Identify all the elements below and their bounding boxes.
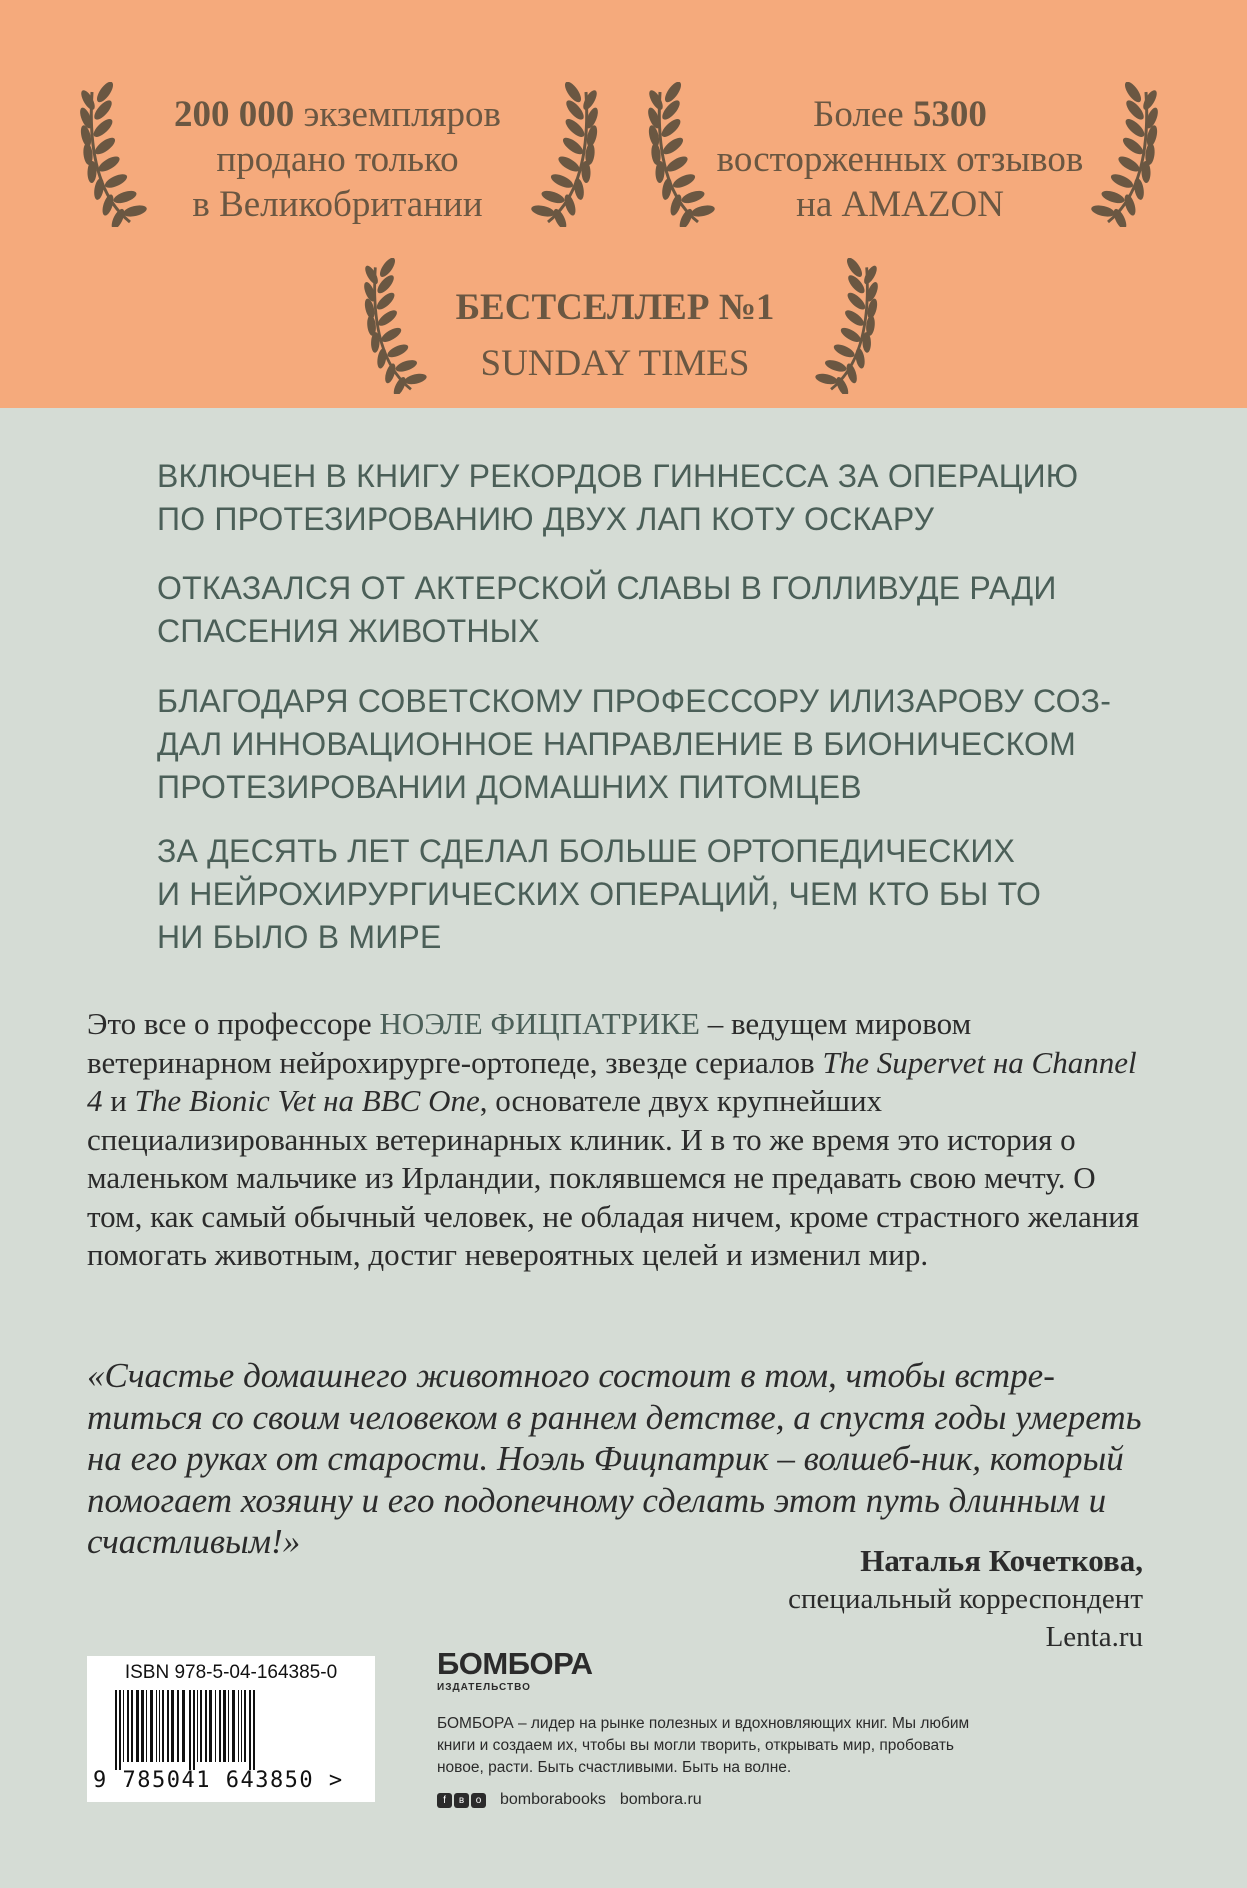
quote-attribution bbox=[788, 1542, 1143, 1656]
laurel-left-icon bbox=[78, 82, 148, 227]
laurel-right-icon bbox=[530, 82, 600, 227]
laurel-right-icon bbox=[814, 258, 880, 394]
book-description: Это все о профессоре НОЭЛЕ ФИЦПАТРИКЕ – ведущем мировом ветеринарном нейрохирурге-ортопеде, звезде сериалов The Supervet на Channel 4 и The Bionic Vet на BBC One, основателе двух крупнейших специализированных ветеринарных клиник. И в то же время это история о маленьком мальчике из Ирландии, поклявшемся не предавать свою мечту. О том, как самый обычный человек, не обладая ничем, кроме страстного желания помогать животным, достиг невероятных целей и изменил мир. bbox=[87, 1006, 1140, 1272]
award-copies-sold: 200 000 экземпляров продано только в Великобритании bbox=[173, 94, 502, 225]
barcode-box bbox=[87, 1656, 375, 1802]
award-amazon-reviews: Более 5300 восторженных отзывов на AMAZON bbox=[716, 94, 1084, 225]
award-bestseller: БЕСТСЕЛЛЕР №1 SUNDAY TIMES bbox=[455, 287, 775, 384]
publisher-sub: ИЗДАТЕЛЬСТВО bbox=[437, 1682, 531, 1693]
author-name: НОЭЛЕ ФИЦПАТРИКЕ bbox=[379, 1006, 700, 1041]
social-icons bbox=[437, 1793, 486, 1808]
publisher-text: БОМБОРА – лидер на рынке полезных и вдохновляющих книг. Мы любим книги и создаем их, чтобы вы могли творить, открывать мир, пробовать новое, расти. Быть счастливыми. Быть на волне. bbox=[437, 1715, 970, 1776]
quote-outlet: Lenta.ru bbox=[1045, 1621, 1143, 1653]
quote-author: Наталья Кочеткова, bbox=[860, 1543, 1143, 1578]
fact-ilizarov: БЛАГОДАРЯ СОВЕТСКОМУ ПРОФЕССОРУ ИЛИЗАРОВУ СОЗ- ДАЛ ИННОВАЦИОННОЕ НАПРАВЛЕНИЕ В БИОНИЧЕСКОМ ПРОТЕЗИРОВАНИИ ДОМАШНИХ ПИТОМЦЕВ bbox=[157, 683, 1112, 805]
fact-operations: ЗА ДЕСЯТЬ ЛЕТ СДЕЛАЛ БОЛЬШЕ ОРТОПЕДИЧЕСКИХ И НЕЙРОХИРУРГИЧЕСКИХ ОПЕРАЦИЙ, ЧЕМ КТО БЫ ТО НИ БЫЛО В МИРЕ bbox=[157, 833, 1042, 955]
top-banner bbox=[0, 0, 1247, 408]
fact-guinness: ВКЛЮЧЕН В КНИГУ РЕКОРДОВ ГИННЕССА ЗА ОПЕРАЦИЮ ПО ПРОТЕЗИРОВАНИЮ ДВУХ ЛАП КОТУ ОСКАРУ bbox=[157, 458, 1079, 537]
facebook-icon: f bbox=[437, 1793, 452, 1808]
publisher-logo: БОМБОРА bbox=[437, 1646, 593, 1681]
barcode-digits: 9 785041 643850 > bbox=[93, 1768, 344, 1793]
laurel-right-icon bbox=[1090, 82, 1160, 227]
social-handle: bomborabooks bbox=[500, 1791, 606, 1808]
publisher-site: bombora.ru bbox=[619, 1791, 702, 1808]
publisher-contacts bbox=[437, 1791, 997, 1809]
isbn-label: ISBN 978-5-04-164385-0 bbox=[124, 1662, 338, 1683]
publisher-block bbox=[437, 1648, 997, 1809]
fact-hollywood: ОТКАЗАЛСЯ ОТ АКТЕРСКОЙ СЛАВЫ В ГОЛЛИВУДЕ РАДИ СПАСЕНИЯ ЖИВОТНЫХ bbox=[157, 570, 1057, 649]
vk-icon: в bbox=[454, 1793, 469, 1808]
review-quote: «Счастье домашнего животного состоит в том, чтобы встре-титься со своим человеком в раннем детстве, а спустя годы умереть на его руках от старости. Ноэль Фицпатрик – волшеб-ник, который помогает хозяину и его подопечному сделать этот путь длинным и счастливым!» bbox=[87, 1356, 1142, 1561]
odnoklassniki-icon: о bbox=[471, 1793, 486, 1808]
quote-author-role: специальный корреспондент bbox=[788, 1583, 1143, 1615]
barcode-icon bbox=[113, 1690, 349, 1770]
